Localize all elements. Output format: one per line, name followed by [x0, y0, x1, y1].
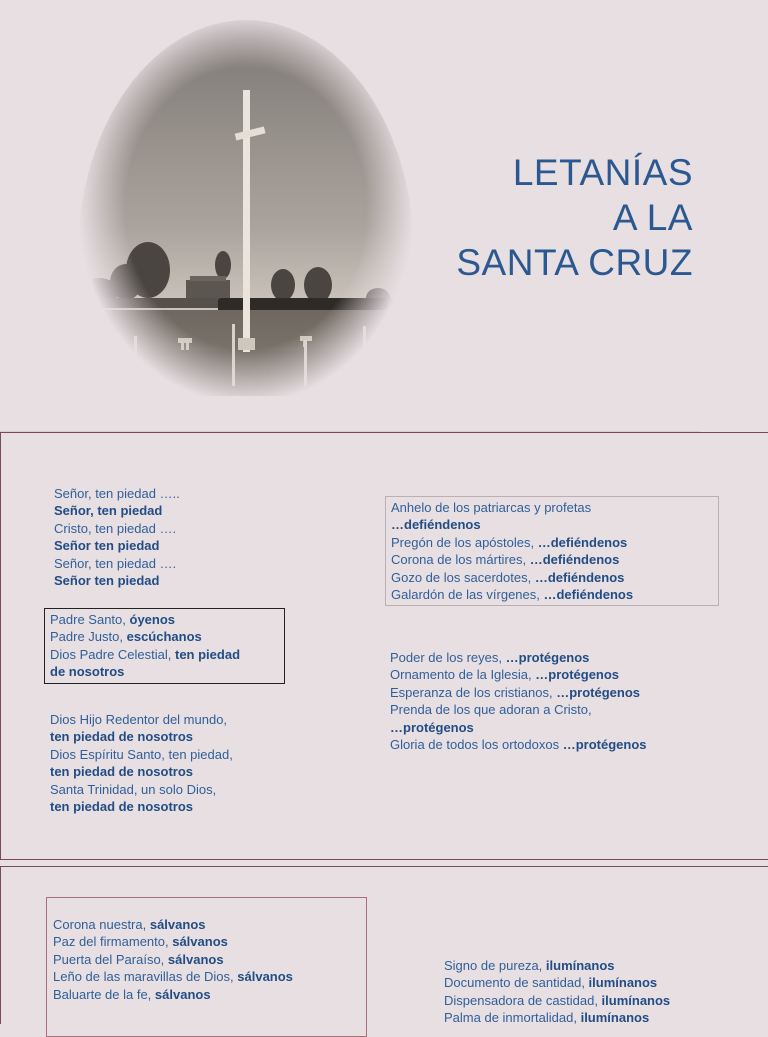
response-text: ten piedad de nosotros	[50, 729, 194, 745]
hijo-line	[50, 763, 233, 780]
response-text: de nosotros	[50, 664, 125, 680]
response-text: …protégenos	[562, 737, 647, 753]
title-line-3: SANTA CRUZ	[456, 242, 693, 283]
litany-slide-2	[0, 866, 768, 1024]
protegenos-line	[390, 701, 647, 718]
response-text: ilumínanos	[588, 975, 658, 991]
hijo-line	[50, 711, 233, 728]
response-text: sálvanos	[149, 917, 206, 932]
invocation-text: Galardón de las vírgenes,	[391, 587, 544, 603]
defiendenos-line	[391, 499, 713, 516]
padre-block	[44, 608, 285, 684]
iluminanos-line	[444, 974, 670, 991]
invocation-text: Dios Padre Celestial,	[50, 646, 175, 662]
title-slide	[0, 0, 768, 432]
invocation-text: Ornamento de la Iglesia,	[390, 667, 536, 683]
invocation-text: Signo de pureza,	[444, 958, 546, 973]
kyrie-line	[54, 520, 180, 537]
invocation-text: Puerta del Paraíso,	[53, 951, 168, 967]
response-text: …protégenos	[390, 719, 474, 735]
invocation-text: Pregón de los apóstoles,	[391, 534, 538, 550]
kyrie-line	[54, 485, 180, 502]
response-text: ten piedad de nosotros	[50, 764, 194, 780]
response-text: ilumínanos	[601, 992, 671, 1008]
invocation-text: Poder de los reyes,	[390, 650, 506, 665]
hijo-line	[50, 798, 233, 815]
defiendenos-line	[391, 516, 713, 533]
invocation-text: Corona nuestra,	[53, 917, 150, 932]
invocation-text: Padre Justo,	[50, 629, 127, 645]
response-text: …protégenos	[556, 684, 640, 700]
salvanos-line	[53, 951, 360, 968]
padre-line	[50, 646, 279, 663]
protegenos-line	[390, 666, 647, 683]
invocation-text: Prenda de los que adoran a Cristo,	[390, 702, 592, 718]
invocation-text: Señor, ten piedad …..	[54, 486, 180, 501]
response-text: ten piedad	[175, 646, 241, 662]
response-text: …defiéndenos	[537, 534, 628, 550]
response-text: …defiéndenos	[529, 552, 620, 568]
kyrie-line	[54, 555, 180, 572]
response-text: Señor, ten piedad	[54, 503, 163, 519]
response-text: …protégenos	[535, 667, 620, 683]
protegenos-line	[390, 649, 647, 666]
invocation-text: Documento de santidad,	[444, 975, 589, 991]
padre-line	[50, 611, 279, 628]
salvanos-line	[53, 986, 360, 1003]
response-text: …defiéndenos	[543, 587, 634, 603]
protegenos-line	[390, 719, 647, 736]
invocation-text: Dispensadora de castidad,	[444, 992, 602, 1008]
protegenos-line	[390, 684, 647, 701]
title-line-2: A LA	[612, 197, 693, 238]
padre-line	[50, 628, 279, 645]
response-text: sálvanos	[167, 951, 224, 967]
kyrie-block	[54, 485, 180, 589]
iluminanos-block	[444, 957, 670, 1027]
response-text: sálvanos	[172, 934, 228, 950]
hijo-line	[50, 728, 233, 745]
kyrie-line	[54, 572, 180, 589]
invocation-text: Esperanza de los cristianos,	[390, 684, 557, 700]
invocation-text: Baluarte de la fe,	[53, 986, 155, 1002]
response-text: ilumínanos	[580, 1010, 650, 1026]
salvanos-line	[53, 933, 360, 950]
invocation-text: Anhelo de los patriarcas y profetas	[391, 500, 592, 515]
hijo-line	[50, 746, 233, 763]
kyrie-line	[54, 537, 180, 554]
response-text: ilumínanos	[545, 958, 615, 973]
invocation-text: Dios Espíritu Santo, ten piedad,	[50, 746, 233, 762]
defiendenos-line	[391, 534, 713, 551]
padre-line	[50, 663, 279, 680]
invocation-text: Gloria de todos los ortodoxos	[390, 737, 563, 753]
response-text: Señor ten piedad	[54, 538, 160, 554]
salvanos-line	[53, 916, 360, 933]
protegenos-line	[390, 736, 647, 753]
invocation-text: Señor, ten piedad ….	[54, 555, 177, 571]
response-text: escúchanos	[126, 629, 202, 645]
cross-photo	[78, 20, 414, 396]
invocation-text: Gozo de los sacerdotes,	[391, 569, 535, 585]
response-text: …defiéndenos	[534, 569, 625, 585]
salvanos-line	[53, 968, 360, 985]
iluminanos-line	[444, 992, 670, 1009]
response-text: sálvanos	[237, 969, 293, 985]
response-text: óyenos	[129, 612, 176, 627]
iluminanos-line	[444, 1009, 670, 1026]
defiendenos-block	[385, 496, 719, 606]
hijo-line	[50, 781, 233, 798]
page-title	[456, 150, 693, 285]
response-text: Señor ten piedad	[54, 573, 160, 589]
response-text: …defiéndenos	[391, 517, 481, 533]
invocation-text: Santa Trinidad, un solo Dios,	[50, 781, 217, 797]
litany-slide-1	[0, 432, 768, 860]
defiendenos-line	[391, 586, 713, 603]
invocation-text: Cristo, ten piedad ….	[54, 520, 177, 536]
title-line-1: LETANÍAS	[512, 152, 693, 193]
invocation-text: Padre Santo,	[50, 612, 130, 627]
response-text: ten piedad de nosotros	[50, 799, 194, 815]
protegenos-block	[390, 649, 647, 753]
hijo-block	[50, 711, 233, 815]
defiendenos-line	[391, 569, 713, 586]
invocation-text: Paz del firmamento,	[53, 934, 173, 950]
invocation-text: Leño de las maravillas de Dios,	[53, 969, 238, 985]
invocation-text: Palma de inmortalidad,	[444, 1010, 581, 1026]
iluminanos-line	[444, 957, 670, 974]
kyrie-line	[54, 502, 180, 519]
defiendenos-line	[391, 551, 713, 568]
response-text: sálvanos	[154, 986, 211, 1002]
salvanos-block	[46, 897, 367, 1037]
response-text: …protégenos	[505, 650, 590, 665]
invocation-text: Dios Hijo Redentor del mundo,	[50, 712, 228, 727]
invocation-text: Corona de los mártires,	[391, 552, 530, 568]
